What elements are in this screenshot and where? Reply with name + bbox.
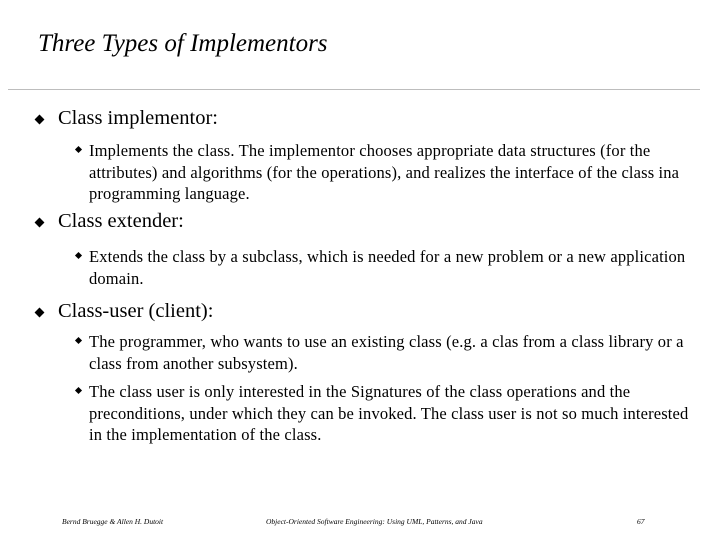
sub-bullet-item <box>76 140 696 205</box>
sub-bullet-item <box>76 246 696 289</box>
footer-page-number: 67 <box>637 517 645 526</box>
footer-book-title: Object-Oriented Software Engineering: Using UML, Patterns, and Java <box>266 517 483 526</box>
sub-bullet-text: The class user is only interested in the Signatures of the class operations and the preconditions, under which they can be invoked. The class user is not so much interested in the implementation of the class. <box>89 382 689 444</box>
sub-bullet-item <box>76 331 696 374</box>
title-divider <box>8 89 700 90</box>
diamond-bullet-icon <box>35 115 45 125</box>
diamond-bullet-icon <box>35 308 45 318</box>
diamond-bullet-icon <box>35 218 45 228</box>
sub-bullet-text: The programmer, who wants to use an existing class (e.g. a clas from a class library or a class from another subsystem). <box>89 332 684 373</box>
sub-bullet-item <box>76 381 696 446</box>
sub-bullet-text: Extends the class by a subclass, which is needed for a new problem or a new application domain. <box>89 247 686 288</box>
slide-title: Three Types of Implementors <box>38 30 328 57</box>
sub-bullet-text: Implements the class. The implementor chooses appropriate data structures (for the attributes) and algorithms (for the operations), and realizes the interface of the class ina programming language. <box>89 141 680 203</box>
bullet-label: Class extender: <box>58 210 184 232</box>
footer-authors: Bernd Bruegge & Allen H. Dutoit <box>62 517 164 526</box>
bullet-label: Class-user (client): <box>58 300 214 322</box>
bullet-label: Class implementor: <box>58 107 218 129</box>
